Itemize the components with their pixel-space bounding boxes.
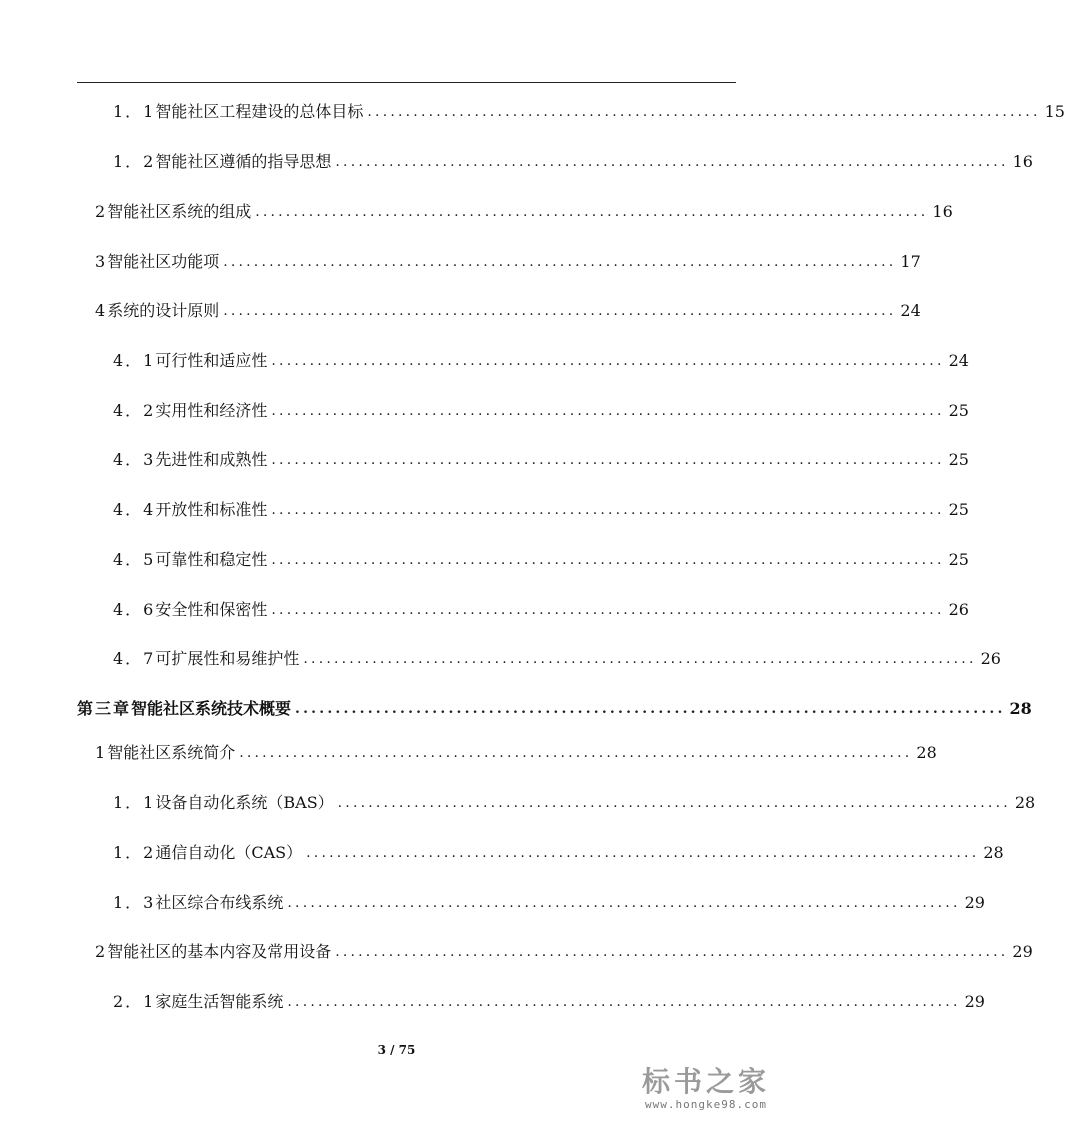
toc-entry-number: 4．6: [113, 600, 156, 619]
toc-entry-number: 1．2: [113, 843, 156, 862]
toc-entry-number: 第三章: [77, 699, 132, 718]
toc-leader-dots: ........................................................................................: [271, 602, 945, 618]
toc-entry-number: 4: [95, 301, 108, 320]
toc-entry-number: 2: [95, 942, 108, 961]
toc-entry[interactable]: [113, 837, 1004, 863]
toc-entry[interactable]: [113, 395, 969, 421]
toc-entry-page: 28: [1014, 793, 1036, 812]
toc-entry-page: 24: [900, 301, 921, 320]
toc-leader-dots: ........................................................................................: [306, 845, 980, 861]
toc-entry-number: 1: [95, 743, 108, 762]
toc-entry-page: 28: [983, 843, 1004, 862]
toc-entry[interactable]: [113, 345, 969, 371]
toc-entry[interactable]: [113, 594, 969, 620]
toc-entry-title: 智能社区系统简介: [107, 743, 236, 762]
toc-entry-title: 智能社区系统的组成: [107, 202, 252, 221]
toc-entry-title: 可靠性和稳定性: [155, 550, 268, 569]
toc-entry-title: 设备自动化系统（BAS）: [155, 793, 334, 812]
toc-entry-title: 实用性和经济性: [155, 401, 268, 420]
toc-entry-number: 4．7: [113, 649, 156, 668]
toc-leader-dots: ........................................................................................: [303, 651, 977, 667]
toc-entry[interactable]: [113, 887, 985, 913]
toc-entry-page: 16: [1012, 152, 1033, 171]
toc-leader-dots: ........................................................................................: [295, 701, 1006, 717]
page-number: 3 / 75: [377, 1043, 416, 1057]
toc-entry-title: 可行性和适应性: [155, 351, 268, 370]
toc-entry[interactable]: [95, 295, 921, 321]
toc-entry[interactable]: [95, 246, 921, 272]
toc-leader-dots: ........................................................................................: [239, 745, 913, 761]
toc-entry-page: 28: [916, 743, 937, 762]
toc-leader-dots: ........................................................................................: [337, 795, 1011, 811]
toc-entry-title: 安全性和保密性: [155, 600, 268, 619]
toc-entry-number: 4．1: [113, 351, 156, 370]
toc-entry-title: 通信自动化（CAS）: [155, 843, 303, 862]
toc-entry-page: 16: [932, 202, 953, 221]
toc-entry-page: 25: [948, 500, 969, 519]
toc-leader-dots: ........................................................................................: [271, 552, 945, 568]
toc-leader-dots: ........................................................................................: [271, 502, 945, 518]
toc-entry-number: 1．1: [113, 102, 156, 121]
toc-entry-page: 29: [1012, 942, 1033, 961]
toc-entry[interactable]: [95, 936, 1033, 962]
toc-entry-title: 智能社区的基本内容及常用设备: [107, 942, 332, 961]
toc-entry-page: 24: [948, 351, 969, 370]
toc-leader-dots: ........................................................................................: [287, 994, 961, 1010]
toc-entry-number: 4．2: [113, 401, 156, 420]
toc-entry-number: 2: [95, 202, 108, 221]
toc-entry-number: 4．3: [113, 450, 156, 469]
toc-entry-page: 25: [948, 450, 969, 469]
toc-entry[interactable]: [113, 787, 1036, 813]
toc-entry-title: 智能社区工程建设的总体目标: [155, 102, 364, 121]
toc-chapter-entry[interactable]: [77, 693, 1032, 719]
toc-entry-title: 社区综合布线系统: [155, 893, 284, 912]
toc-entry-title: 智能社区遵循的指导思想: [155, 152, 332, 171]
toc-entry-title: 家庭生活智能系统: [155, 992, 284, 1011]
toc-leader-dots: ........................................................................................: [271, 353, 945, 369]
toc-entry-page: 29: [964, 893, 985, 912]
toc-entry-page: 29: [964, 992, 985, 1011]
toc-entry[interactable]: [95, 737, 937, 763]
toc-entry-number: 1．3: [113, 893, 156, 912]
toc-entry-title: 开放性和标准性: [155, 500, 268, 519]
toc-leader-dots: ........................................................................................: [335, 154, 1009, 170]
toc-entry[interactable]: [113, 494, 969, 520]
toc-entry-page: 26: [980, 649, 1001, 668]
toc-entry-number: 4．4: [113, 500, 156, 519]
toc-entry-page: 25: [948, 550, 969, 569]
toc-entry[interactable]: [95, 196, 953, 222]
toc-entry-number: 2．1: [113, 992, 156, 1011]
site-watermark: [631, 1066, 781, 1112]
toc-leader-dots: ........................................................................................: [223, 254, 897, 270]
toc-entry-page: 17: [900, 252, 921, 271]
toc-entry-page: 15: [1044, 102, 1065, 121]
toc-entry[interactable]: [113, 96, 1065, 122]
toc-entry-number: 1．1: [113, 793, 156, 812]
toc-entry-title: 系统的设计原则: [107, 301, 220, 320]
toc-entry-number: 3: [95, 252, 108, 271]
toc-leader-dots: ........................................................................................: [271, 452, 945, 468]
toc-entry-title: 先进性和成熟性: [155, 450, 268, 469]
toc-entry-page: 25: [948, 401, 969, 420]
toc-leader-dots: ........................................................................................: [255, 204, 929, 220]
toc-leader-dots: ........................................................................................: [367, 104, 1041, 120]
toc-entry[interactable]: [113, 444, 969, 470]
toc-entry-number: 4．5: [113, 550, 156, 569]
toc-entry[interactable]: [113, 544, 969, 570]
header-rule: [77, 82, 736, 83]
toc-entry[interactable]: [113, 986, 985, 1012]
toc-entry[interactable]: [113, 146, 1033, 172]
watermark-logo-text: 标书之家: [641, 1065, 770, 1098]
toc-entry-page: 28: [1009, 699, 1032, 718]
toc-entry-title: 智能社区功能项: [107, 252, 220, 271]
toc-entry-number: 1．2: [113, 152, 156, 171]
toc-leader-dots: ........................................................................................: [223, 303, 897, 319]
toc-leader-dots: ........................................................................................: [271, 403, 945, 419]
toc-entry-page: 26: [948, 600, 969, 619]
toc-entry[interactable]: [113, 643, 1001, 669]
watermark-url: www.hongke98.com: [645, 1098, 767, 1111]
toc-leader-dots: ........................................................................................: [335, 944, 1009, 960]
toc-leader-dots: ........................................................................................: [287, 895, 961, 911]
toc-entry-title: 智能社区系统技术概要: [131, 699, 292, 718]
toc-entry-title: 可扩展性和易维护性: [155, 649, 300, 668]
